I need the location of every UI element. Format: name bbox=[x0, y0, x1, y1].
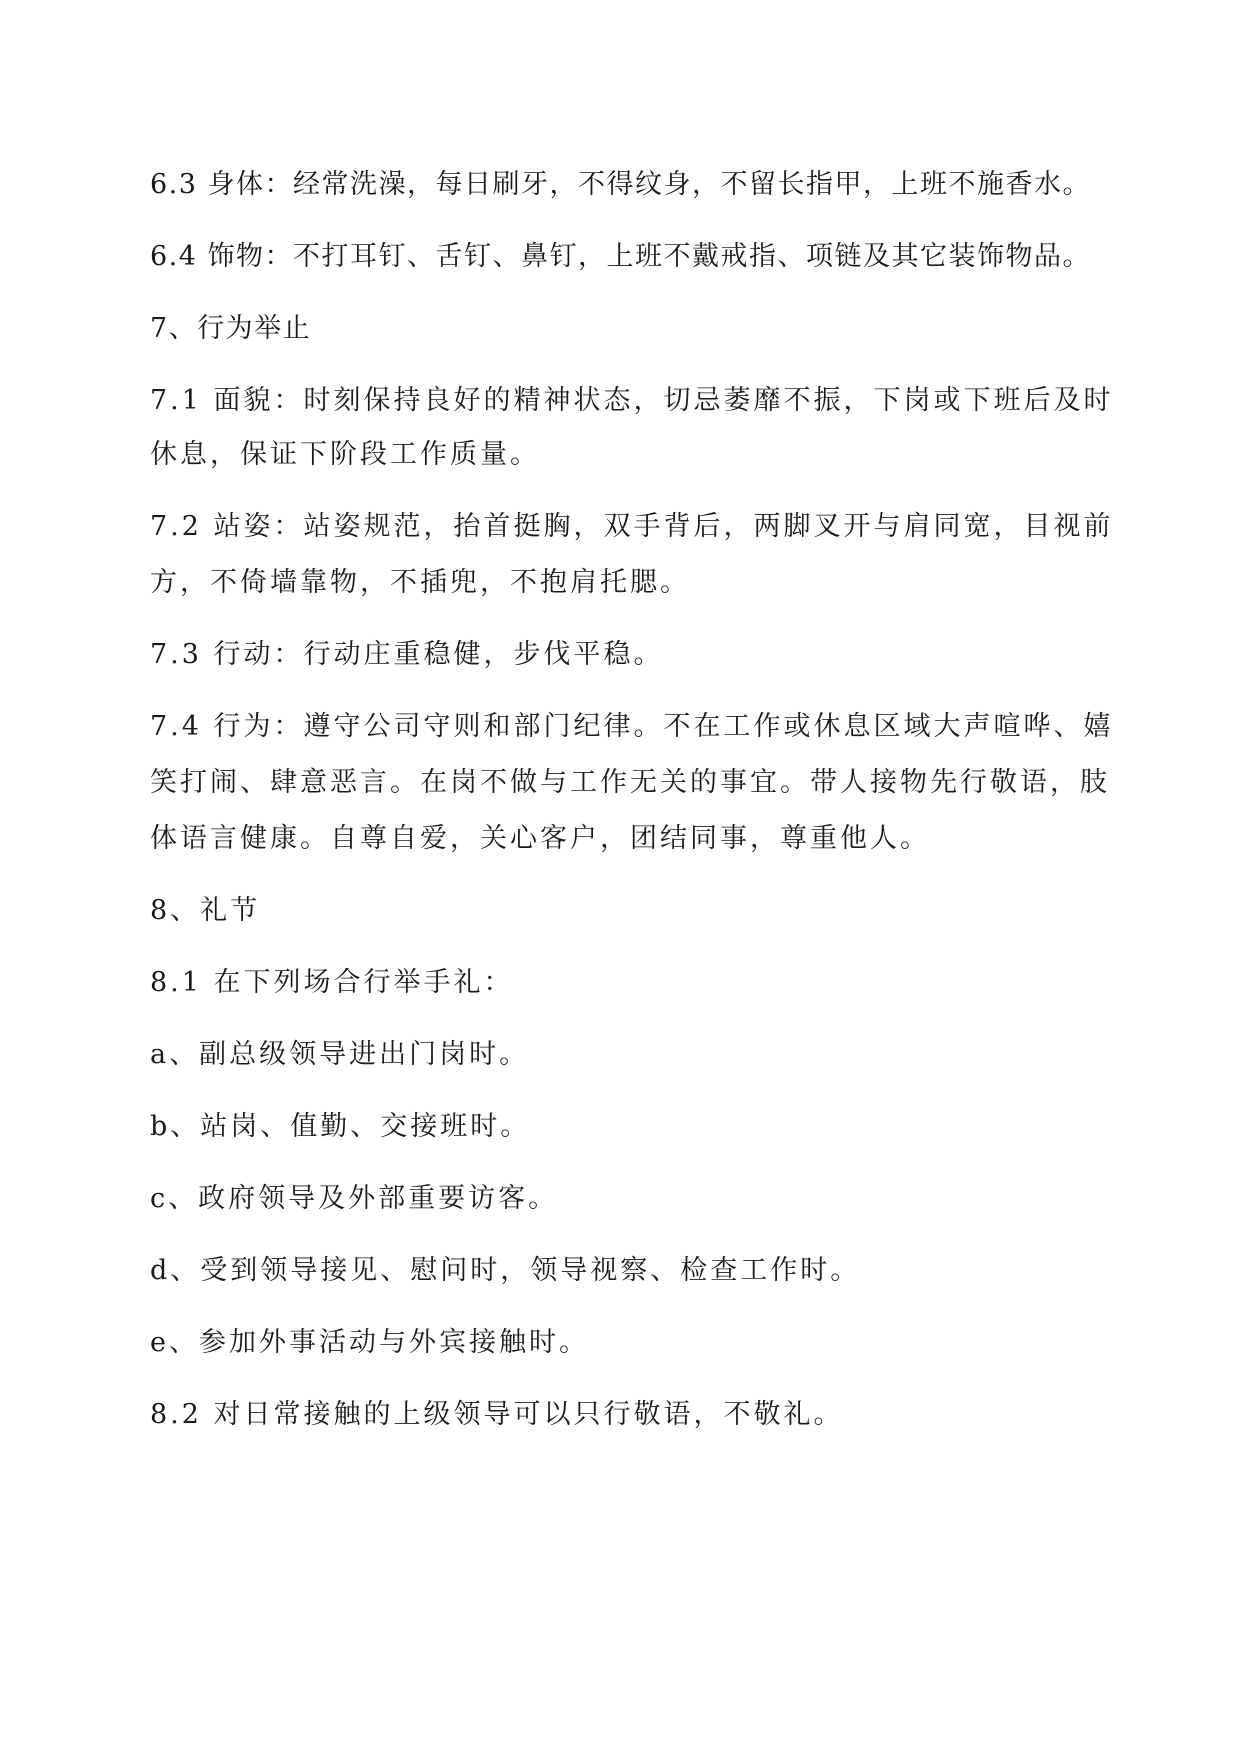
paragraph-7-4-line-3: 体语言健康。自尊自爱，关心客户，团结同事，尊重他人。 bbox=[150, 823, 930, 854]
list-item-d: d、受到领导接见、慰问时，领导视察、检查工作时。 bbox=[150, 1255, 861, 1286]
paragraph-7-4-line-1: 7.4 行为：遵守公司守则和部门纪律。不在工作或休息区域大声喧哗、嬉 bbox=[150, 711, 1114, 742]
paragraph-7-4-line-2: 笑打闹、肆意恶言。在岗不做与工作无关的事宜。带人接物先行敬语，肢 bbox=[150, 767, 1110, 798]
paragraph-7-2-line-1: 7.2 站姿：站姿规范，抬首挺胸，双手背后，两脚叉开与肩同宽，目视前 bbox=[150, 511, 1114, 542]
section-heading-8: 8、礼节 bbox=[150, 895, 261, 926]
paragraph-7-1-line-1: 7.1 面貌：时刻保持良好的精神状态，切忌萎靡不振，下岗或下班后及时 bbox=[150, 385, 1114, 416]
list-item-e: e、参加外事活动与外宾接触时。 bbox=[150, 1327, 589, 1358]
list-item-a: a、副总级领导进出门岗时。 bbox=[150, 1039, 530, 1070]
paragraph-6-4-accessories: 6.4 饰物：不打耳钉、舌钉、鼻钉，上班不戴戒指、项链及其它装饰物品。 bbox=[150, 241, 1092, 272]
list-item-c: c、政府领导及外部重要访客。 bbox=[150, 1183, 559, 1214]
paragraph-7-2-line-2: 方，不倚墙靠物，不插兜，不抱肩托腮。 bbox=[150, 567, 690, 598]
paragraph-8-1: 8.1 在下列场合行举手礼： bbox=[150, 967, 514, 998]
paragraph-7-1-line-2: 休息，保证下阶段工作质量。 bbox=[150, 439, 540, 470]
section-heading-7: 7、行为举止 bbox=[150, 313, 312, 344]
paragraph-8-2: 8.2 对日常接触的上级领导可以只行敬语，不敬礼。 bbox=[150, 1399, 844, 1430]
paragraph-6-3-body: 6.3 身体：经常洗澡，每日刷牙，不得纹身，不留长指甲，上班不施香水。 bbox=[150, 169, 1092, 200]
paragraph-7-3-action: 7.3 行动：行动庄重稳健，步伐平稳。 bbox=[150, 639, 664, 670]
list-item-b: b、站岗、值勤、交接班时。 bbox=[150, 1111, 531, 1142]
